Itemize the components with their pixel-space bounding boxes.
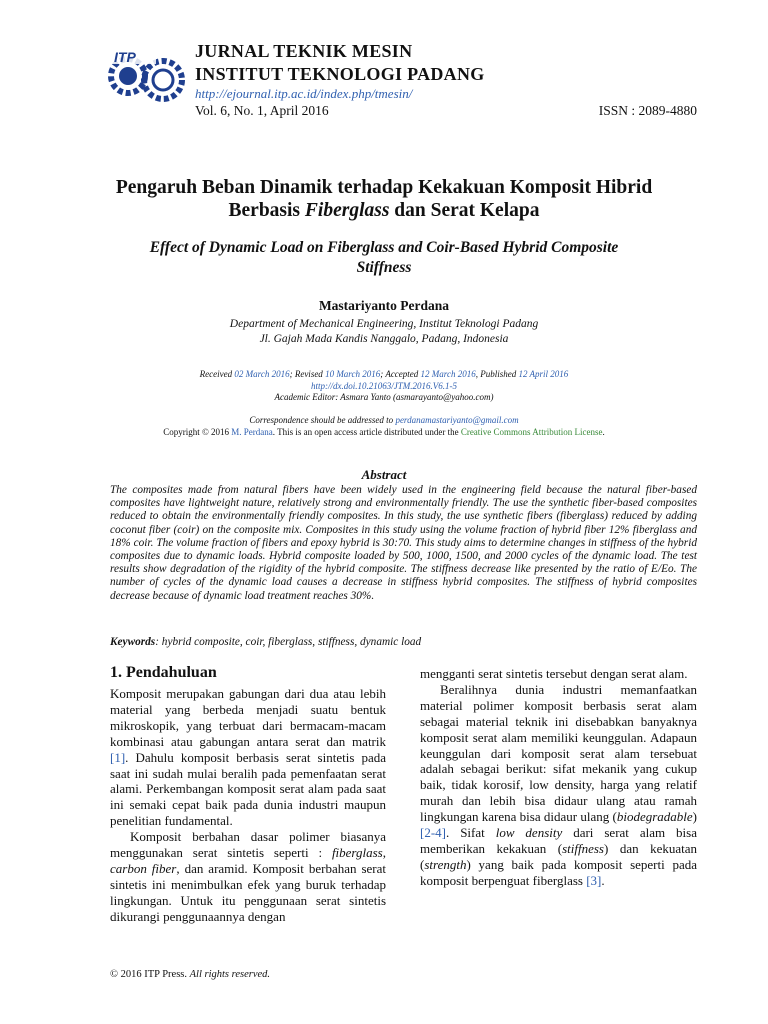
title-en-line2: Stiffness — [356, 259, 412, 276]
abstract-text: The composites made from natural fibers have been widely used in the engineering field because the natural fiber-based composites have lightweight nature, relatively strong and environmentally friendly. The use the synthetic fiber-based composites reduced to obtain the environmentally friendly composites. In this study, the use synthetic fibers (fiberglass) reduced by adding coconut fiber (coir) on the composite mix. Composites in this study using the volume fraction of hybrid fiber 12% fiberglass and 18% coir. The volume fraction of fibers and epoxy hybrid is 30:70. This study aims to determine changes in stiffness of the hybrid composites due to dynamic loads. Hybrid composite loaded by 500, 1000, 1500, and 2000 cycles of the dynamic load. The test results show degradation of the rigidity of the hybrid composite. The stiffness decrease like presented by the ratio of E/Eo. The number of cycles of the dynamic load causes a decrease in stiffness hybrid composites. The stiffness of hybrid composites decrease because of dynamic load treatment reaches 30%. — [110, 484, 697, 602]
journal-volume: Vol. 6, No. 1, April 2016 — [195, 103, 329, 118]
correspondence-email-link[interactable]: perdanamastariyanto@gmail.com — [395, 415, 519, 425]
section-heading: 1. Pendahuluan — [110, 664, 217, 681]
logo-text: ITP — [114, 49, 136, 65]
title-id-line2: Berbasis Fiberglass dan Serat Kelapa — [228, 200, 540, 221]
title-en-line1: Effect of Dynamic Load on Fiberglass and Coir-Based Hybrid Composite — [149, 239, 619, 256]
journal-name-line2: INSTITUT TEKNOLOGI PADANG — [195, 64, 485, 84]
received-date: 02 March 2016 — [234, 369, 290, 379]
paragraph-1: Komposit merupakan gabungan dari dua atau lebih material yang berbeda menjadi suatu bentuk mikroskopik, yang terbuat dari bermacam-macam kombinasi atau gabungan antara serat dan matrik [1]. Dahulu komposit berbasis serat sintetis pada saat ini sudah mulai beralih pada pemenfaatan serat alami. Perkembangan komposit serat alam pada saat ini semaki cepat baik pada dunia industri maupun penelitian fundamental. — [110, 686, 386, 829]
itp-logo — [108, 40, 190, 106]
academic-editor: Academic Editor: Asmara Yanto (asmarayanto@yahoo.com) — [274, 392, 494, 402]
journal-name — [195, 40, 485, 86]
abstract-heading: Abstract — [361, 467, 407, 482]
article-title-id — [60, 176, 708, 222]
keywords-label: Keywords — [110, 636, 156, 648]
correspondence: Correspondence should be addressed to perdanamastariyanto@gmail.com — [249, 415, 519, 425]
journal-name-line1: JURNAL TEKNIK MESIN — [195, 41, 413, 61]
citation-1[interactable]: [1] — [110, 749, 126, 765]
publication-dates — [60, 369, 708, 404]
footer-copyright: © 2016 ITP Press. All rights reserved. — [110, 969, 271, 980]
citation-3[interactable]: [3] — [586, 872, 602, 888]
article-title-en — [60, 238, 708, 278]
keywords — [110, 636, 697, 648]
revised-date: 10 March 2016 — [325, 369, 381, 379]
citation-2-4[interactable]: [2-4] — [420, 825, 446, 841]
affiliation-line1: Department of Mechanical Engineering, Institut Teknologi Padang — [229, 318, 539, 330]
published-date: 12 April 2016 — [518, 369, 569, 379]
paragraph-2: Komposit berbahan dasar polimer biasanya menggunakan serat sintetis seperti : fiberglass, carbon fiber, dan aramid. Komposit berbahan serat sintetis ini menimbulkan efek yang buruk terhadap lingkungan. Untuk itu penggunaan serat sintetis dikurangi penggunaannya dengan — [110, 829, 387, 924]
accepted-date: 12 March 2016 — [420, 369, 476, 379]
copyright-author-link[interactable]: M. Perdana — [231, 427, 273, 437]
journal-url-link[interactable]: http://ejournal.itp.ac.id/index.php/tmesin/ — [195, 86, 413, 101]
keywords-list: : hybrid composite, coir, fiberglass, stiffness, dynamic load — [155, 636, 422, 648]
history-line: Received 02 March 2016; Revised 10 March 2016; Accepted 12 March 2016, Published 12 April 2016 — [199, 369, 569, 379]
right-column — [420, 666, 697, 889]
author-affiliation — [60, 317, 708, 347]
license-link[interactable]: Creative Commons Attribution License — [460, 427, 603, 437]
copyright-notice: Copyright © 2016 M. Perdana. This is an open access article distributed under the Creative Commons Attribution License. — [163, 427, 605, 437]
author-name: Mastariyanto Perdana — [318, 298, 450, 313]
left-column — [110, 686, 386, 925]
journal-issn: ISSN : 2089-4880 — [598, 103, 697, 118]
title-id-line1: Pengaruh Beban Dinamik terhadap Kekakuan Komposit Hibrid — [115, 177, 653, 198]
paragraph-3: Beralihnya dunia industri memanfaatkan material polimer komposit berbasis serat alam sebagai material teknik ini disebabkan banyaknya komposit serat alam memiliki keunggulan. Adapaun keunggulan dari komposit serat alam tersebuat adalah sebagai berikut: sifat mekanik yang cukup baik, tidak korosif, low density, harga yang relatif murah dan lebih bisa didaur ulang atau ramah lingkungan karena bisa didaur ulang (biodegradable) [2-4]. Sifat low density dari serat alam bisa memberikan kekakuan (stiffness) dan kekuatan (strength) yang baik pada komposit seperti pada komposit berpenguat fiberglass [3]. — [420, 681, 697, 888]
doi-link[interactable]: http://dx.doi.10.21063/JTM.2016.V6.1-5 — [311, 380, 457, 391]
affiliation-line2: Jl. Gajah Mada Kandis Nanggalo, Padang, Indonesia — [259, 333, 509, 345]
paragraph-2-continued: mengganti serat sintetis tersebut dengan serat alam. — [420, 666, 688, 681]
